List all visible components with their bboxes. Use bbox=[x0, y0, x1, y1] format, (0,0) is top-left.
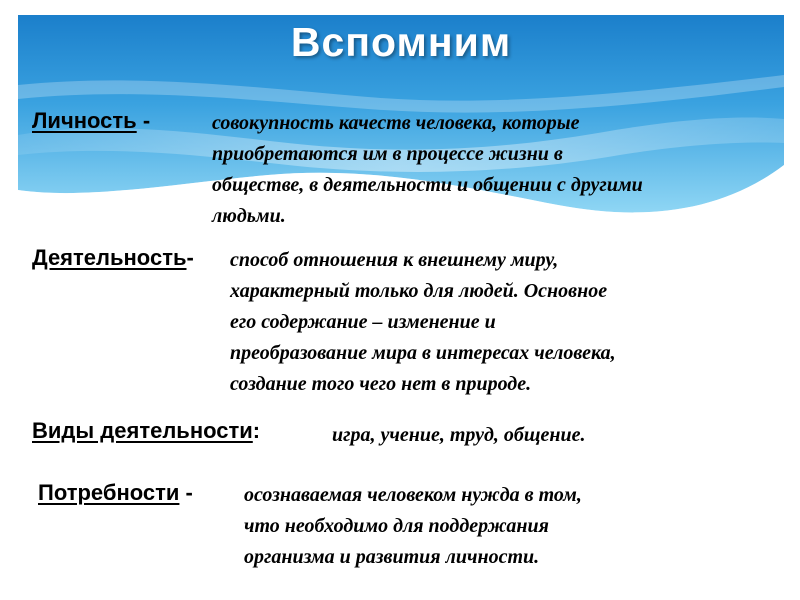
slide-title: Вспомним bbox=[290, 19, 512, 65]
definition-lichnost bbox=[212, 108, 643, 232]
definition-line: способ отношения к внешнему миру, bbox=[230, 249, 559, 271]
term-vidy-deyatelnosti bbox=[32, 418, 260, 444]
definition-line: совокупность качеств человека, которые bbox=[212, 112, 580, 134]
definition-line: обществе, в деятельности и общении с другими bbox=[212, 174, 643, 196]
definition-line: преобразование мира в интересах человека, bbox=[230, 342, 616, 364]
definition-line: приобретаются им в процессе жизни в bbox=[212, 143, 563, 165]
definition-line: создание того чего нет в природе. bbox=[230, 373, 532, 395]
slide bbox=[18, 15, 784, 592]
term-label: Личность bbox=[32, 108, 137, 133]
term-deyatelnost bbox=[32, 245, 194, 271]
definition-line: людьми. bbox=[212, 205, 286, 227]
term-lichnost bbox=[32, 108, 150, 134]
term-separator: - bbox=[136, 108, 151, 133]
definition-line: осознаваемая человеком нужда в том, bbox=[244, 484, 582, 506]
definition-line: что необходимо для поддержания bbox=[244, 515, 549, 537]
definition-potrebnosti bbox=[244, 480, 582, 573]
definition-line: организма и развития личности. bbox=[244, 546, 540, 568]
definition-line: игра, учение, труд, общение. bbox=[332, 424, 586, 446]
definition-line: характерный только для людей. Основное bbox=[230, 280, 608, 302]
definition-deyatelnost bbox=[230, 245, 616, 400]
definition-vidy-deyatelnosti bbox=[332, 420, 586, 451]
term-separator: : bbox=[252, 418, 261, 443]
definition-line: его содержание – изменение и bbox=[230, 311, 496, 333]
term-potrebnosti bbox=[38, 480, 193, 506]
term-label: Потребности bbox=[38, 480, 180, 505]
term-label: Виды деятельности bbox=[32, 418, 253, 443]
term-label: Деятельность bbox=[32, 245, 187, 270]
term-separator: - bbox=[179, 480, 193, 505]
term-separator: - bbox=[186, 245, 194, 270]
